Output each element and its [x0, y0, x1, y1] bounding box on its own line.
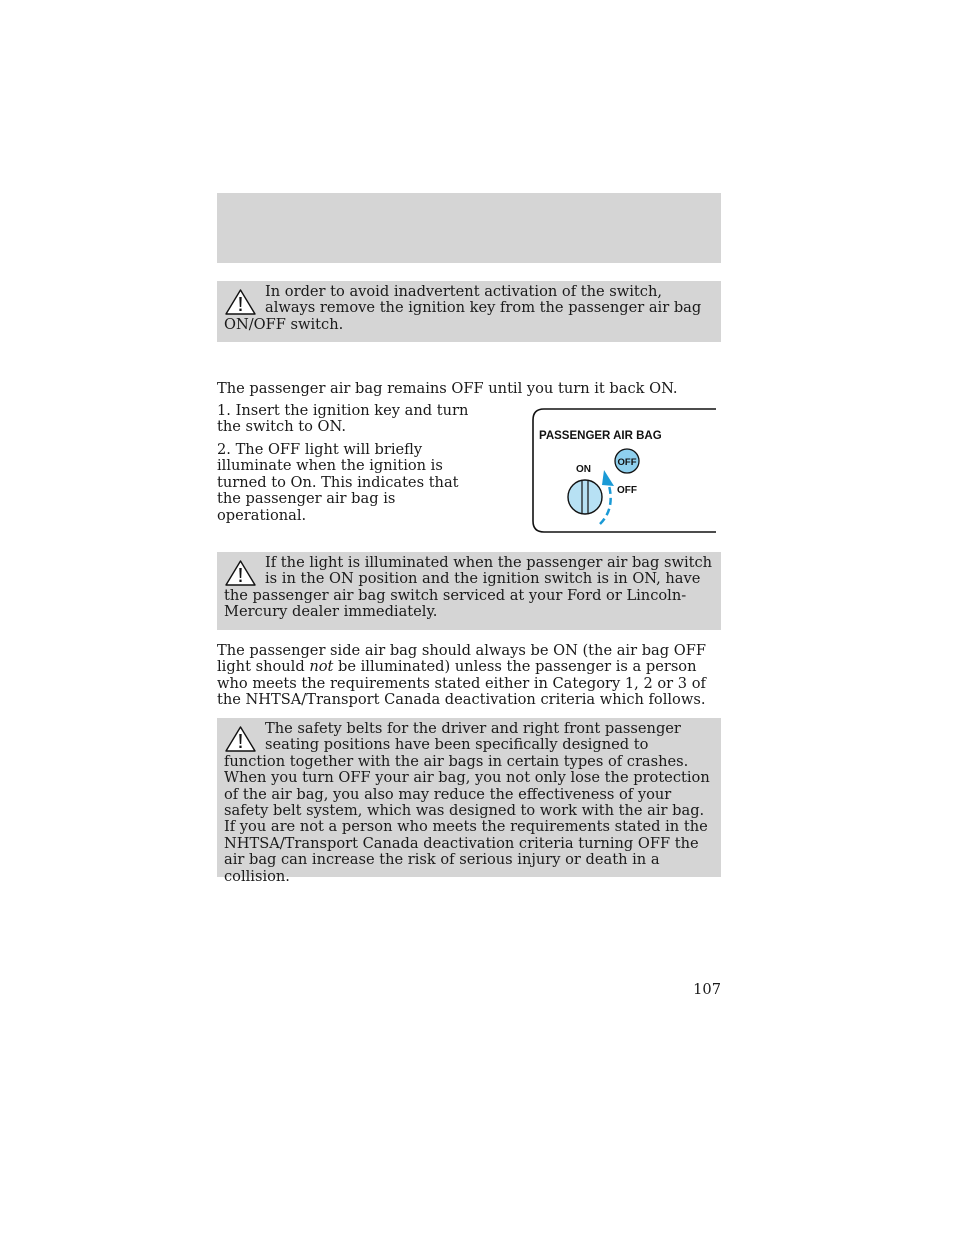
always-on-text-1: The passenger side air bag should always be ON (the air bag OFF light should [217, 642, 706, 676]
always-on-text-2: be illuminated) unless the passenger is a person who meets the requirements stated either in Category 1, 2 or 3 of the NHTSA/Transport Canada deactivation criteria which follows. [217, 658, 706, 709]
warning-triangle-icon [224, 559, 257, 587]
warning-triangle-icon [224, 725, 257, 753]
warning-box-ignition-key [217, 281, 721, 342]
off-indicator-light [615, 449, 639, 473]
on-label: ON [576, 464, 591, 475]
header-bar [217, 193, 721, 263]
warning-triangle-icon [224, 288, 257, 316]
warning-text: In order to avoid inadvertent activation of the switch, always remove the ignition key from the passenger air bag ON/OFF switch. [224, 283, 702, 333]
body-paragraph: The passenger air bag remains OFF until you turn it back ON. [217, 380, 678, 397]
figure-title: PASSENGER AIR BAG [539, 430, 662, 442]
passenger-airbag-switch-figure [532, 408, 718, 535]
step-2: 2. The OFF light will briefly illuminate when the ignition is turned to On. This indicates that the passenger air bag is operational. [217, 441, 459, 524]
off-light-label: OFF [617, 457, 637, 468]
warning-text: The safety belts for the driver and right front passenger seating positions have been specifically designed to function together with the air bags in certain types of crashes. When you turn OFF your air bag, you not only lose the protection of the air bag, you also may reduce the effectiveness of your safety belt system, which was designed to work with the air bag. If you are not a person who meets the requirements stated in the NHTSA/Transport Canada deactivation criteria turning OFF the air bag can increase the risk of serious injury or death in a collision. [224, 720, 710, 885]
off-label: OFF [617, 485, 637, 496]
page-number: 107 [693, 981, 721, 998]
always-on-paragraph [217, 643, 721, 709]
step-1: 1. Insert the ignition key and turn the switch to ON. [217, 402, 469, 436]
warning-box-safety-belts [217, 718, 721, 885]
ignition-key-knob [568, 480, 602, 514]
warning-text: If the light is illuminated when the passenger air bag switch is in the ON position and the ignition switch is in ON, have the passenger air bag switch serviced at your Ford or Lincoln-Mercury dealer immediately. [224, 554, 713, 621]
warning-box-light-illuminated [217, 552, 721, 630]
emphasis-not: not [309, 658, 334, 676]
